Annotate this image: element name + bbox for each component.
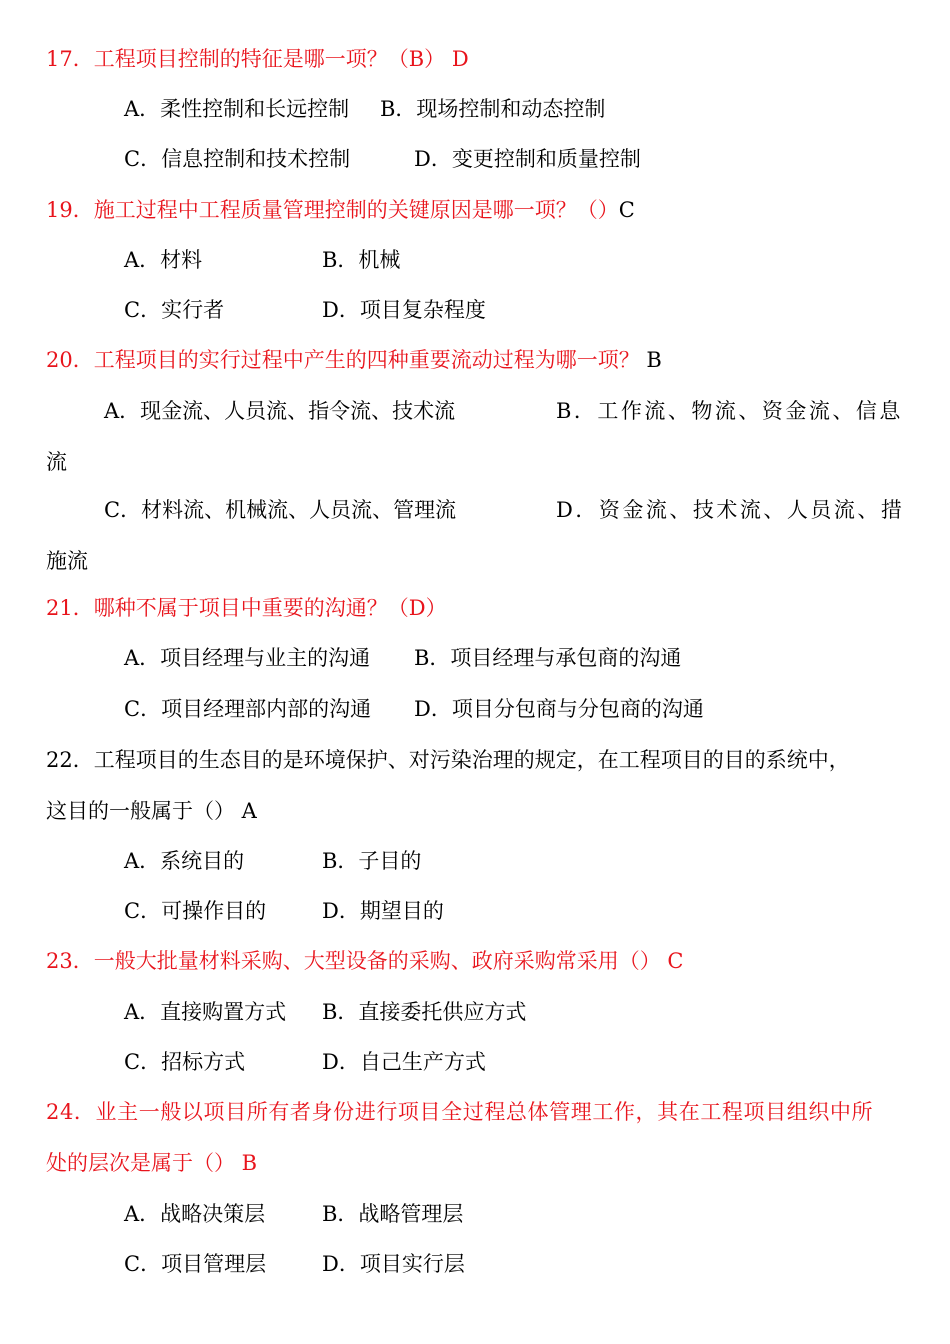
option: B．子目的 bbox=[322, 849, 422, 873]
option: C．可操作目的 bbox=[124, 899, 267, 923]
question-number: 22． bbox=[46, 748, 94, 772]
option: C．材料流、机械流、人员流、管理流 bbox=[104, 498, 457, 522]
option: C．项目经理部内部的沟通 bbox=[124, 697, 372, 721]
option: A．系统目的 bbox=[124, 849, 245, 873]
option: D．项目分包商与分包商的沟通 bbox=[414, 697, 704, 721]
option: A．材料 bbox=[124, 248, 203, 272]
option: D．变更控制和质量控制 bbox=[414, 147, 641, 171]
question-answer: A bbox=[235, 799, 257, 823]
question-answer: C bbox=[618, 198, 635, 222]
option: A．战略决策层 bbox=[124, 1202, 266, 1226]
question-20 bbox=[46, 345, 662, 375]
option: C．招标方式 bbox=[124, 1050, 246, 1074]
option: D．自己生产方式 bbox=[322, 1050, 486, 1074]
question-24 bbox=[46, 1097, 873, 1127]
question-17 bbox=[46, 44, 469, 74]
question-answer: B bbox=[639, 348, 662, 372]
option-wrap: 施流 bbox=[46, 549, 88, 573]
question-answer: C bbox=[660, 949, 684, 973]
question-stem: 工程项目控制的特征是哪一项？（B） bbox=[93, 47, 446, 71]
question-22 bbox=[46, 745, 850, 775]
question-22-cont bbox=[46, 796, 257, 826]
option: A．现金流、人员流、指令流、技术流 bbox=[104, 399, 456, 423]
option: A．项目经理与业主的沟通 bbox=[124, 646, 371, 670]
option: D．项目复杂程度 bbox=[322, 298, 486, 322]
question-stem: 哪种不属于项目中重要的沟通？（D） bbox=[93, 596, 447, 620]
question-stem: 工程项目的生态目的是环境保护、对污染治理的规定，在工程项目的目的系统中， bbox=[93, 748, 850, 772]
option: D．期望目的 bbox=[322, 899, 444, 923]
question-stem: 业主一般以项目所有者身份进行项目全过程总体管理工作，其在工程项目组织中所 bbox=[95, 1100, 874, 1124]
option: B．战略管理层 bbox=[322, 1202, 464, 1226]
option: B．项目经理与承包商的沟通 bbox=[414, 646, 682, 670]
question-answer: D bbox=[445, 47, 469, 71]
question-number: 19． bbox=[46, 198, 94, 222]
option: D．项目实行层 bbox=[322, 1252, 465, 1276]
question-number: 20． bbox=[46, 348, 94, 372]
option: A．柔性控制和长远控制 bbox=[124, 97, 350, 121]
question-number: 21． bbox=[46, 596, 94, 620]
question-number: 17． bbox=[46, 47, 94, 71]
question-answer: B bbox=[235, 1151, 258, 1175]
option: A．直接购置方式 bbox=[124, 1000, 287, 1024]
option: C．实行者 bbox=[124, 298, 225, 322]
option: B．工作流、物流、资金流、信息 bbox=[556, 399, 903, 423]
option: B．直接委托供应方式 bbox=[322, 1000, 527, 1024]
question-21 bbox=[46, 593, 447, 623]
question-stem: 工程项目的实行过程中产生的四种重要流动过程为哪一项？ bbox=[93, 348, 640, 372]
question-stem-cont: 这目的一般属于（） bbox=[46, 799, 235, 823]
option: C．信息控制和技术控制 bbox=[124, 147, 351, 171]
question-19 bbox=[46, 195, 635, 225]
question-23 bbox=[46, 946, 683, 976]
option: C．项目管理层 bbox=[124, 1252, 267, 1276]
question-stem: 一般大批量材料采购、大型设备的采购、政府采购常采用（） bbox=[93, 949, 661, 973]
option: D．资金流、技术流、人员流、措 bbox=[556, 498, 905, 522]
option: B．现场控制和动态控制 bbox=[380, 97, 606, 121]
question-24-cont bbox=[46, 1148, 257, 1178]
question-number: 24． bbox=[46, 1100, 96, 1124]
question-stem: 施工过程中工程质量管理控制的关键原因是哪一项？（） bbox=[93, 198, 619, 222]
question-stem-cont: 处的层次是属于（） bbox=[46, 1151, 235, 1175]
question-number: 23． bbox=[46, 949, 94, 973]
option-wrap: 流 bbox=[46, 450, 67, 474]
option: B．机械 bbox=[322, 248, 401, 272]
